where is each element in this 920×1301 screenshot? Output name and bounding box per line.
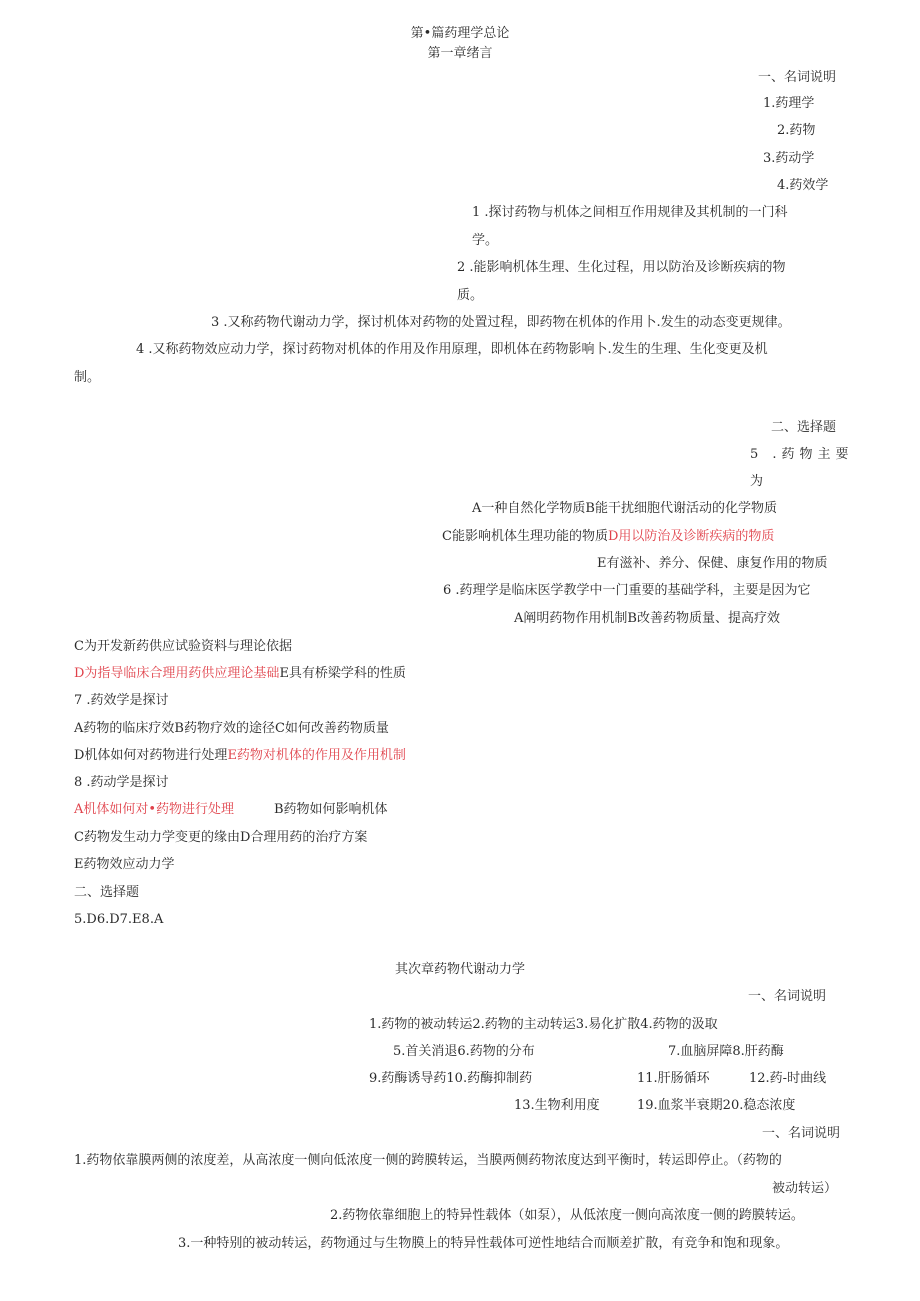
question-6-option-c: C为开发新药供应试验资料与理论依据 (74, 639, 292, 654)
question-7-options-abc: A药物的临床疗效B药物疗效的途径C如何改善药物质量 (74, 721, 389, 736)
choice-heading: 二、选择题 (771, 420, 837, 435)
chapter-2-terms-heading: 一、名词说明 (748, 989, 827, 1004)
answer-4-line1: 4 .又称药物效应动力学，探讨药物对机体的作用及作用原理，即机体在药物影响卜.发生的生理、生化变更及机 (136, 342, 768, 357)
term-2: 2.药物 (777, 123, 816, 138)
chapter-2-terms-row-2a: 5.首关消退6.药物的分布 (393, 1044, 535, 1059)
question-5-option-c: C能影响机体生理功能的物质 (442, 529, 608, 544)
question-6-options-de (74, 667, 406, 680)
chapter-title: 第一章绪言 (427, 46, 493, 61)
definition-1-line1: 1.药物依靠膜两侧的浓度差，从高浓度一侧向低浓度一侧的跨膜转运，当膜两侧药物浓度达到平衡时，转运即停止。（药物的 (74, 1153, 782, 1168)
question-7-option-e-correct: E药物对机体的作用及作用机制 (227, 748, 406, 763)
definition-2: 2.药物依靠细胞上的特异性载体（如泵），从低浓度一侧向高浓度一侧的跨膜转运。 (330, 1208, 804, 1223)
question-6-option-d-correct: D为指导临床合理用药供应理论基础 (74, 666, 280, 681)
chapter-2-terms-row-2b: 7.血脑屏障8.肝药酶 (668, 1044, 784, 1059)
chapter-2-title: 其次章药物代谢动力学 (394, 962, 525, 977)
chapter-2-terms-row-4a: 13.生物利用度 (514, 1098, 600, 1113)
question-8-option-a-correct: A机体如何对•药物进行处理 (74, 802, 235, 817)
term-1: 1.药理学 (763, 96, 815, 111)
answer-1-line1: 1 .探讨药物与机体之间相互作用规律及其机制的一门科 (472, 205, 788, 220)
term-4: 4.药效学 (777, 178, 829, 193)
answer-3: 3 .又称药物代谢动力学，探讨机体对药物的处置过程，即药物在机体的作用卜.发生的动态变更规律。 (211, 315, 791, 330)
term-3: 3.药动学 (763, 151, 815, 166)
question-5-options-cd (442, 530, 774, 543)
question-6-option-e: E具有桥梁学科的性质 (279, 666, 406, 681)
answer-4-line2: 制。 (74, 370, 101, 385)
question-5-option-d-correct: D用以防治及诊断疾病的物质 (607, 529, 775, 544)
question-5-line2: 为 (750, 474, 764, 489)
chapter-2-terms-row-1: 1.药物的被动转运2.药物的主动转运3.易化扩散4.药物的汲取 (369, 1017, 718, 1032)
question-7-options-de (74, 749, 406, 762)
answer-2-line1: 2 .能影响机体生理、生化过程，用以防治及诊断疾病的物 (457, 260, 786, 275)
question-7-option-d: D机体如何对药物进行处理 (74, 748, 228, 763)
question-5-line1: 5 .药物主要 (750, 447, 854, 462)
question-8-option-e: E药物效应动力学 (74, 857, 175, 872)
question-6-options-ab: A阐明药物作用机制B改善药物质量、提高疗效 (514, 611, 780, 626)
chapter-2-definitions-heading: 一、名词说明 (762, 1126, 841, 1141)
answer-1-line2: 学。 (472, 233, 499, 248)
question-8-option-b: B药物如何影响机体 (274, 802, 388, 817)
definition-3: 3.一种特别的被动转运，药物通过与生物膜上的特异性载体可逆性地结合而顺差扩散，有竞争和饱和现象。 (178, 1236, 789, 1251)
question-6: 6 .药理学是临床医学教学中一门重要的基础学科，主要是因为它 (443, 583, 811, 598)
question-5-option-e: E有滋补、养分、保健、康复作用的物质 (597, 556, 828, 571)
part-title: 第•篇药理学总论 (410, 26, 510, 41)
terms-heading: 一、名词说明 (758, 70, 837, 85)
chapter-2-terms-row-3a: 9.药酶诱导药10.药酶抑制药 (369, 1071, 533, 1086)
question-8: 8 .药动学是探讨 (74, 775, 169, 790)
question-5-options-ab: A一种自然化学物质B能干扰细胞代谢活动的化学物质 (472, 501, 777, 516)
chapter-2-terms-row-3c: 12.药-时曲线 (749, 1071, 827, 1086)
definition-1-line2: 被动转运） (772, 1181, 838, 1196)
chapter-2-terms-row-3b: 11.肝肠循环 (637, 1071, 710, 1086)
answer-2-line2: 质。 (457, 288, 484, 303)
chapter-2-terms-row-4b: 19.血浆半衰期20.稳态浓度 (637, 1098, 796, 1113)
question-8-options-cd: C药物发生动力学变更的缘由D合理用药的治疗方案 (74, 830, 368, 845)
answer-key-heading: 二、选择题 (74, 885, 140, 900)
answer-key: 5.D6.D7.E8.A (74, 912, 164, 927)
question-7: 7 .药效学是探讨 (74, 693, 169, 708)
